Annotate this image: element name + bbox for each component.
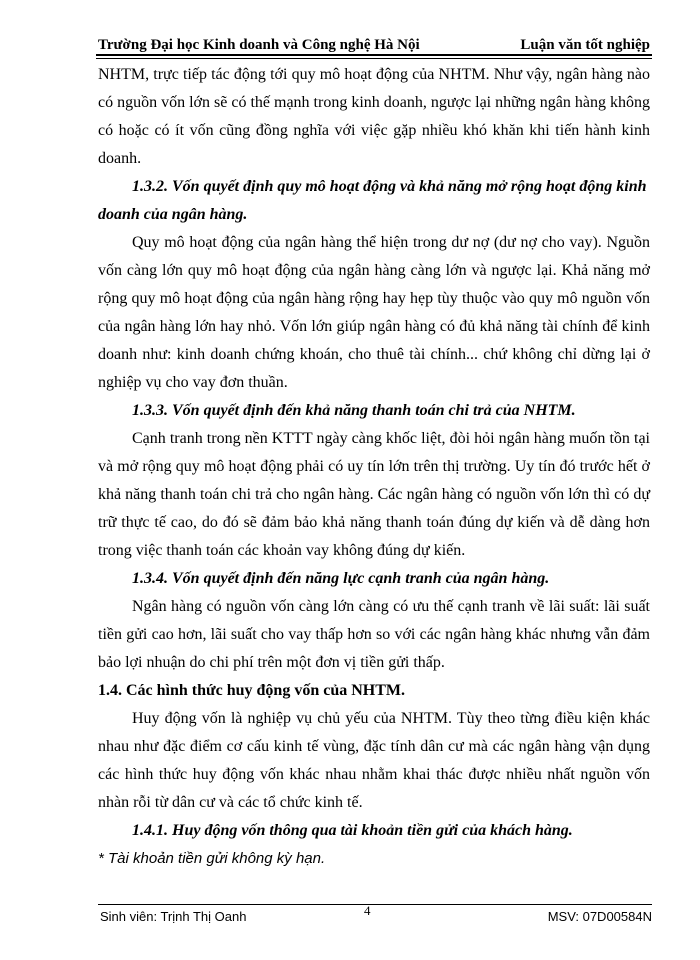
page-number: 4 [364, 903, 371, 918]
footer-rule [98, 904, 652, 905]
heading-1-3-4: 1.3.4. Vốn quyết định đến năng lực cạnh tranh của ngân hàng. [132, 570, 550, 587]
paragraph-intro: NHTM, trực tiếp tác động tới quy mô hoạt động của NHTM. Như vậy, ngân hàng nào có nguồn vốn lớn sẽ có thế mạnh trong kinh doanh, ngược lại những ngân hàng không có hoặc có ít vốn cũng đồng nghĩa với việc gặp nhiều khó khăn khi tiến hành kinh doanh. [98, 66, 650, 167]
paragraph-scale: Quy mô hoạt động của ngân hàng thể hiện trong dư nợ (dư nợ cho vay). Nguồn vốn càng lớn quy mô hoạt động của ngân hàng càng lớn và ngược lại. Khả năng mở rộng quy mô hoạt động của ngân hàng rộng hay hẹp tùy thuộc vào quy mô nguồn vốn của ngân hàng lớn hay nhỏ. Vốn lớn giúp ngân hàng có đủ khả năng tài chính để kinh doanh như: kinh doanh chứng khoán, cho thuê tài chính... chứ không chỉ dừng lại ở nghiệp vụ cho vay đơn thuần. [98, 234, 650, 391]
document-body [98, 61, 650, 873]
page-header [96, 28, 652, 54]
note-demand-deposit: * Tài khoản tiền gửi không kỳ hạn. [98, 850, 326, 867]
paragraph-liquidity: Cạnh tranh trong nền KTTT ngày càng khốc liệt, đòi hỏi ngân hàng muốn tồn tại và mở rộng quy mô hoạt động phải có uy tín lớn trên thị trường. Uy tín đó trước hết ở khả năng thanh toán chi trả cho ngân hàng. Các ngân hàng có nguồn vốn lớn thì có dự trữ thực tế cao, do đó sẽ đảm bảo khả năng thanh toán đúng dự kiến và dễ dàng hơn trong việc thanh toán các khoản vay không đúng dự kiến. [98, 430, 650, 559]
header-rule-thin [96, 58, 652, 59]
heading-1-3-3: 1.3.3. Vốn quyết định đến khả năng thanh toán chi trả của NHTM. [132, 402, 576, 419]
paragraph-competition: Ngân hàng có nguồn vốn càng lớn càng có ưu thế cạnh tranh về lãi suất: lãi suất tiền gửi cao hơn, lãi suất cho vay thấp hơn so với các ngân hàng khác nhưng vẫn đảm bảo lợi nhuận do chi phí trên một đơn vị tiền gửi thấp. [98, 598, 650, 671]
heading-1-4-1: 1.4.1. Huy động vốn thông qua tài khoản tiền gửi của khách hàng. [132, 822, 573, 839]
page-footer [98, 903, 652, 931]
student-id: MSV: 07D00584N [547, 909, 652, 924]
university-name: Trường Đại học Kinh doanh và Công nghệ Hà Nội [98, 37, 420, 53]
student-name: Sinh viên: Trịnh Thị Oanh [100, 909, 247, 924]
document-type: Luận văn tốt nghiệp [520, 37, 650, 53]
heading-1-4: 1.4. Các hình thức huy động vốn của NHTM. [98, 682, 405, 699]
heading-1-3-2: 1.3.2. Vốn quyết định quy mô hoạt động và khả năng mở rộng hoạt động kinh doanh của ngân hàng. [98, 178, 647, 223]
paragraph-mobilization: Huy động vốn là nghiệp vụ chủ yếu của NHTM. Tùy theo từng điều kiện khác nhau như đặc điểm cơ cấu kinh tế vùng, đặc tính dân cư mà các ngân hàng vận dụng các hình thức huy động vốn khác nhau nhằm khai thác được nhiều nhất nguồn vốn nhàn rỗi từ dân cư và các tổ chức kinh tế. [98, 710, 650, 811]
header-rule [96, 54, 652, 56]
